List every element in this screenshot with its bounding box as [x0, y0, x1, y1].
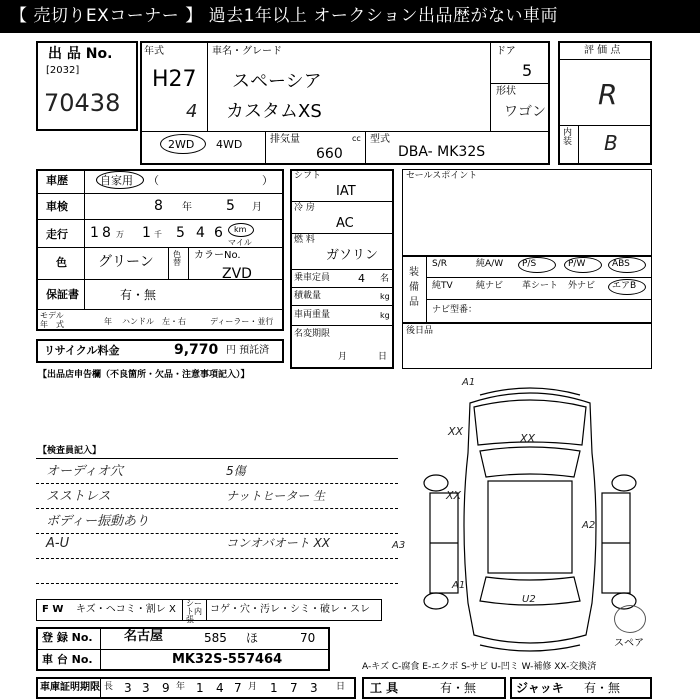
fuel-label: 燃 料	[294, 235, 315, 245]
inspector-note-1: オーディオ穴	[46, 464, 123, 479]
inspector-note-right-1: 5傷	[226, 464, 246, 478]
model-year-label-1: モデル	[40, 311, 64, 320]
year-label: 年式	[144, 46, 164, 57]
mileage-unit-km: km	[234, 225, 247, 234]
recycle-unit: 円 預託済	[226, 345, 270, 356]
cc-unit: cc	[352, 134, 361, 143]
equipment-row1-item-0: S/R	[432, 259, 447, 269]
registration-num: 585	[204, 631, 227, 645]
cert-digit-8: 7	[290, 681, 298, 695]
cert-year-label: 長	[104, 682, 114, 692]
tools-label: 工 具	[370, 681, 399, 695]
inspector-note-right-3: コンオバオート XX	[226, 536, 331, 550]
model-year-unit: 年	[104, 317, 112, 326]
era-year: H27	[152, 67, 197, 92]
equipment-row2-item-3: 外ナビ	[568, 281, 596, 291]
mileage-unit-sen: 千	[154, 230, 162, 239]
cert-end-label: 日	[336, 682, 346, 692]
weight-unit: kg	[380, 311, 390, 320]
weight-label: 車両重量	[294, 310, 331, 320]
mileage-unit-man: 万	[116, 230, 124, 239]
registration-kana: ほ	[246, 631, 259, 645]
shift-value: IAT	[336, 184, 356, 199]
handle-side: ハンドル 左・右	[122, 317, 186, 326]
jack-label: ジャッキ	[516, 681, 564, 695]
mileage-digit-4: 5	[176, 225, 185, 241]
name-label: 車名・グレード	[212, 46, 282, 57]
color-change-label: 色替	[173, 250, 181, 267]
name-change-month: 月	[338, 352, 348, 362]
fw-seat-label: シート内張	[186, 599, 202, 624]
auction-sheet	[0, 33, 700, 700]
month: 4	[186, 101, 198, 122]
cert-digit-7: 1	[270, 681, 278, 695]
damage-mark-a3: A3	[392, 540, 406, 551]
cert-digit-1: 3	[124, 681, 132, 695]
cert-digit-2: 3	[142, 681, 150, 695]
shape: ワゴン	[504, 104, 546, 120]
dealer-type: ディーラー・並行	[210, 317, 274, 326]
equipment-row1-item-1: 純A/W	[476, 259, 504, 269]
cert-digit-5: 4	[216, 681, 224, 695]
tools-value: 有・無	[440, 681, 477, 695]
damage-mark-xx-center: XX	[520, 432, 536, 445]
cert-digit-9: 3	[310, 681, 318, 695]
name-change-day: 日	[378, 352, 388, 362]
small-code: [2032]	[46, 65, 80, 76]
damage-mark-a1-bottom: A1	[452, 580, 466, 591]
banner-title: 【 売切りEXコーナー 】 過去1年以上 オークション出品歴がない車両	[0, 0, 700, 33]
equipment-label: 装備品	[409, 267, 419, 308]
damage-mark-xx-left: XX	[448, 425, 464, 438]
car-grade: カスタムXS	[226, 101, 322, 122]
ac-label: 冷 房	[294, 203, 315, 213]
inspection-month: 5	[226, 198, 235, 214]
interior-value: B	[604, 131, 618, 155]
displacement: 660	[316, 146, 343, 162]
damage-mark-u2: U2	[522, 594, 536, 605]
cert-label: 車庫証明期限	[40, 682, 100, 693]
warranty-label: 保証書	[46, 288, 79, 301]
drive-4wd: 4WD	[216, 138, 243, 151]
registration-city: 名古屋	[124, 629, 164, 644]
damage-mark-a1-top: A1	[462, 377, 476, 388]
mileage-digit-6: 6	[214, 225, 223, 241]
mileage-digit-2: 8	[102, 225, 111, 241]
damage-mark-a2: A2	[582, 520, 596, 531]
score-value: R	[598, 78, 618, 111]
capacity-label: 乗車定員	[294, 273, 331, 283]
mileage-digit-1: 1	[90, 225, 99, 241]
recycle-value: 9,770	[174, 342, 219, 358]
drive-2wd: 2WD	[168, 138, 195, 151]
lot-number: 70438	[44, 89, 121, 117]
name-change-label: 名変期限	[294, 329, 331, 339]
sales-point-box	[402, 169, 652, 257]
inspector-note-3: ボディー振動あり	[46, 514, 149, 529]
disp-label: 排気量	[270, 134, 300, 145]
mileage-digit-5: 4	[196, 225, 205, 241]
later-items-box	[402, 323, 652, 369]
cert-day-label: 月	[248, 682, 258, 692]
shape-label: 形状	[496, 86, 516, 97]
recycle-label: リサイクル料金	[44, 344, 120, 357]
fw-items: キズ・ヘコミ・割レ X	[76, 604, 176, 615]
mileage-label: 走行	[46, 228, 68, 241]
inspector-label: 【検査員記入】	[38, 446, 102, 456]
ac-value: AC	[336, 216, 354, 231]
history-value: 自家用	[100, 174, 133, 187]
interior-label: 内装	[563, 128, 573, 147]
cert-month-label: 年	[176, 682, 186, 692]
door-label: ドア	[496, 46, 516, 57]
fw-label: F W	[42, 604, 64, 615]
sales-point-label: セールスポイント	[406, 171, 478, 181]
registration-label: 登 録 No.	[42, 631, 93, 644]
car-name: スペーシア	[232, 71, 322, 92]
load-label: 積載量	[294, 291, 322, 301]
cert-digit-3: 9	[162, 681, 170, 695]
inspection-month-unit: 月	[252, 202, 262, 213]
model-label: 型式	[370, 134, 390, 145]
history-paren-close: ）	[262, 174, 273, 187]
damage-legend: A-キズ C-腐食 E-エクボ S-サビ U-凹ミ W-補修 XX-交換済	[362, 662, 597, 672]
color-label: 色	[56, 256, 67, 269]
history-paren-open: （	[148, 174, 159, 187]
cert-digit-6: 7	[234, 681, 242, 695]
capacity-value: 4	[358, 272, 365, 285]
chassis-value: MK32S-557464	[172, 652, 283, 667]
color-no: ZVD	[222, 266, 252, 282]
inspector-note-4: A-U	[46, 536, 70, 551]
cert-digit-4: 1	[196, 681, 204, 695]
capacity-unit: 名	[380, 274, 390, 284]
color-value: グリーン	[98, 254, 154, 270]
navi-model-label: ナビ型番：	[432, 305, 478, 315]
model-year-label-2: 年 式	[40, 320, 64, 329]
color-no-label: カラーNo.	[194, 250, 241, 261]
fw-seat-items: コゲ・穴・汚レ・シミ・破レ・スレ	[210, 604, 370, 615]
lot-label: 出 品 No.	[48, 46, 113, 62]
equipment-row2-item-4: エアB	[612, 281, 637, 291]
inspection-year-unit: 年	[182, 202, 192, 213]
equipment-row1-item-3: P/W	[568, 259, 586, 269]
warranty-value: 有・無	[120, 288, 157, 302]
equipment-row1-item-4: ABS	[612, 259, 630, 269]
fuel-value: ガソリン	[326, 248, 379, 263]
seller-notes-label: 【出品店申告欄（不良箇所・欠品・注意事項記入）】	[38, 370, 250, 380]
equipment-row2-item-2: 革シート	[522, 281, 559, 291]
registration-num2: 70	[300, 631, 316, 645]
score-label: 評 価 点	[584, 45, 621, 56]
model-code: DBA- MK32S	[398, 144, 486, 160]
equipment-row1-item-2: P/S	[522, 259, 537, 269]
history-label: 車歴	[46, 174, 68, 187]
inspection-label: 車検	[46, 200, 68, 213]
doors: 5	[522, 61, 533, 80]
equipment-row2-item-0: 純TV	[432, 281, 453, 291]
jack-value: 有・無	[584, 681, 621, 695]
mileage-digit-3: 1	[142, 225, 151, 241]
shift-label: シフト	[294, 171, 322, 181]
inspector-note-right-2: ナットヒーター 生	[226, 489, 326, 503]
load-unit: kg	[380, 292, 390, 301]
damage-mark-xx-side: XX	[446, 489, 462, 502]
chassis-label: 車 台 No.	[42, 653, 93, 666]
inspector-note-2: スストレス	[46, 489, 111, 504]
spare-tire-icon	[614, 605, 646, 633]
mileage-unit-mile: マイル	[228, 238, 252, 247]
equipment-row2-item-1: 純ナビ	[476, 281, 504, 291]
later-items-label: 後日品	[406, 326, 434, 336]
inspection-year: 8	[154, 198, 163, 214]
spare-label: スペア	[614, 638, 644, 649]
